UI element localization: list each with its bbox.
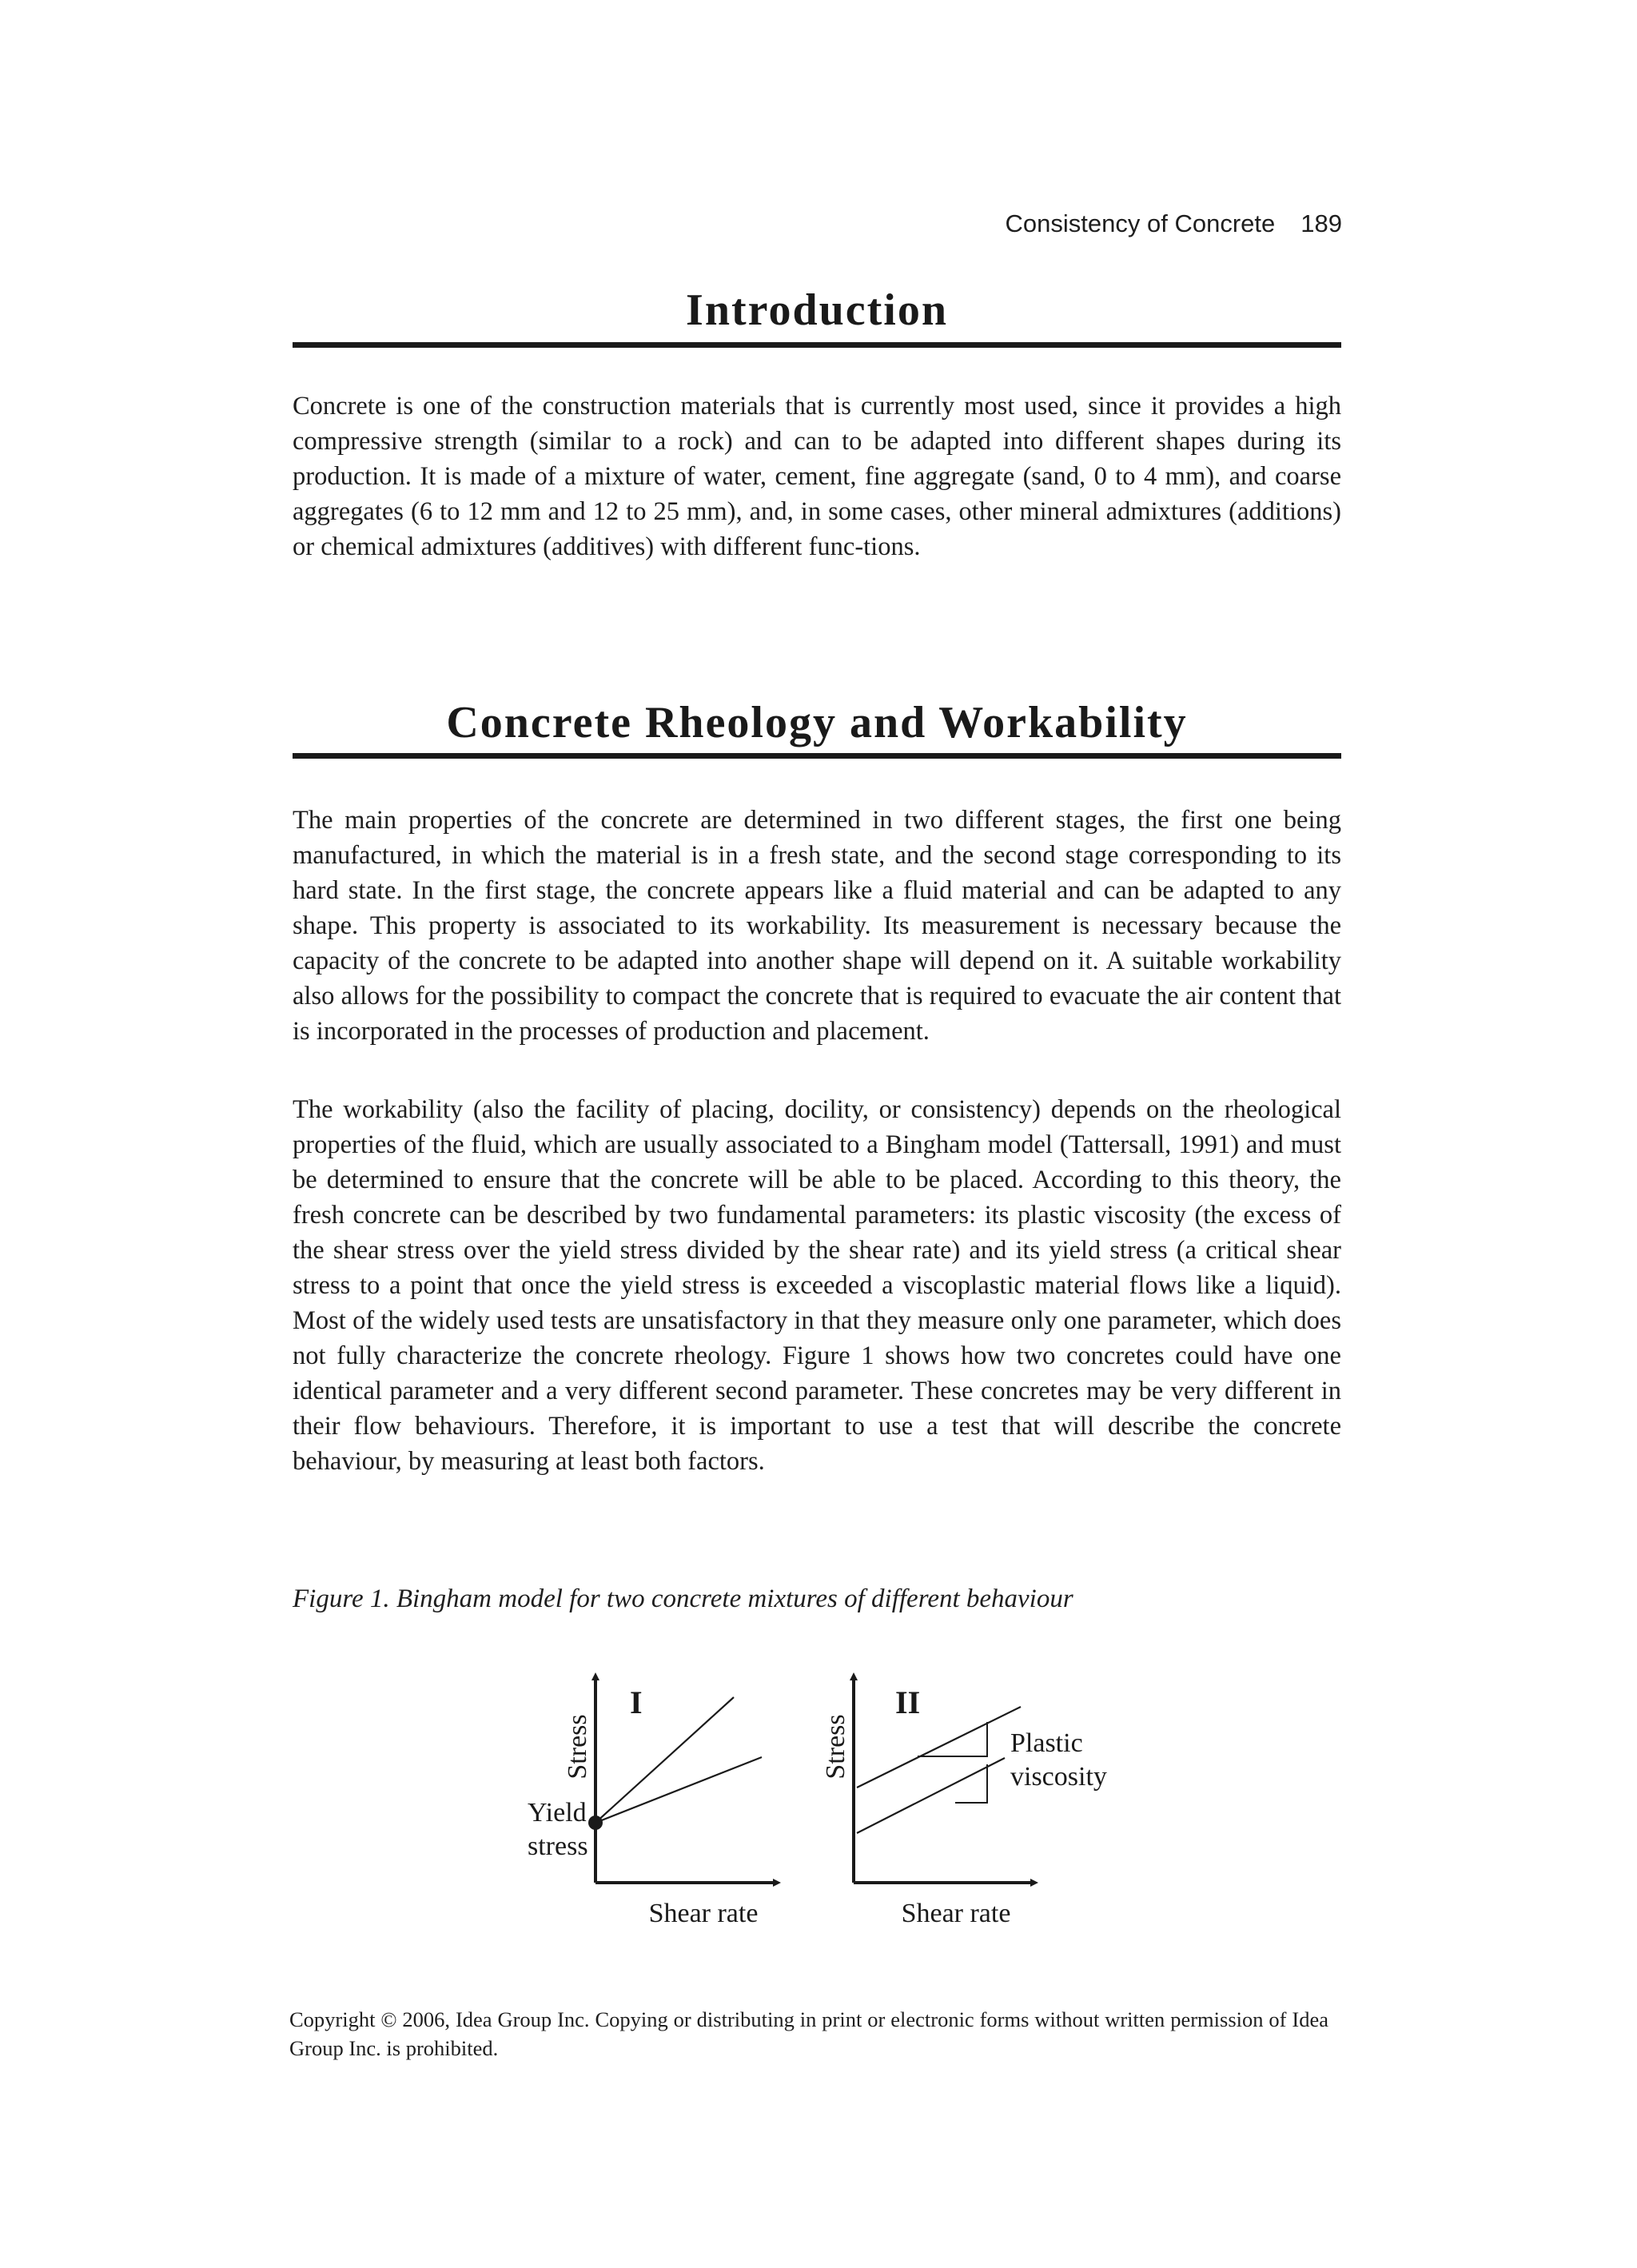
yield-stress-label-line-1: Yield — [528, 1798, 587, 1828]
introduction-paragraph-1: Concrete is one of the construction materials that is currently most used, since it provides a high compressive strength (similar to a rock) and can to be adapted into different shapes during its production. It is made of a mixture of water, cement, fine aggregate (sand, 0 to 4 mm), and coarse aggregates (6 to 12 mm and 12 to 25 mm), and, in some cases, other mineral admixtures (additions) or chemical admixtures (additives) with different func-tions. — [293, 392, 1341, 561]
plastic-viscosity-label-line-2: viscosity — [1010, 1762, 1107, 1792]
panel-1-y-axis-label: Stress — [563, 1714, 592, 1780]
panel-1-label: I — [630, 1684, 643, 1720]
upper-slope-triangle — [918, 1722, 987, 1756]
bingham-diagram — [512, 1659, 1151, 1939]
panel-2-upper-line — [857, 1707, 1021, 1788]
panel-2-label: II — [895, 1684, 921, 1720]
plastic-viscosity-label-line-1: Plastic — [1010, 1728, 1083, 1758]
bingham-figure — [512, 1659, 1151, 1939]
introduction-heading: Introduction — [686, 285, 948, 335]
figure-caption: Figure 1. Bingham model for two concrete mixtures of different behaviour — [293, 1584, 1073, 1613]
panel-1 — [528, 1676, 777, 1928]
copyright-notice: Copyright © 2006, Idea Group Inc. Copying or distributing in print or electronic forms without written permission of Idea Group Inc. is prohibited. — [289, 2007, 1328, 2060]
yield-stress-point — [588, 1816, 603, 1830]
panel-2-y-axis-label: Stress — [821, 1714, 850, 1780]
rheology-paragraph-1: The main properties of the concrete are determined in two different stages, the first one being manufactured, in which the material is in a fresh state, and the second stage corresponding to its hard state. In the first stage, the concrete appears like a fluid material and can be adapted to any shape. This property is associated to its workability. Its measurement is necessary because the capacity of the concrete to be adapted into another shape will depend on it. A suitable workability also allows for the possibility to compact the concrete that is required to evacuate the air content that is incorporated in the processes of production and placement. — [293, 806, 1341, 1046]
running-head-title: Consistency of Concrete — [1005, 209, 1276, 237]
introduction-heading-rule — [293, 342, 1341, 348]
panel-2 — [821, 1676, 1107, 1928]
panel-2-lower-line — [857, 1758, 1005, 1833]
rheology-heading-rule — [293, 753, 1341, 759]
panel-1-shallow-line — [595, 1757, 762, 1823]
page-number: 189 — [1300, 209, 1342, 237]
rheology-heading: Concrete Rheology and Workability — [446, 698, 1188, 747]
panel-2-x-axis-label: Shear rate — [901, 1899, 1011, 1928]
yield-stress-label-line-2: stress — [528, 1832, 588, 1861]
running-head — [1006, 209, 1342, 238]
rheology-paragraph-2: The workability (also the facility of placing, docility, or consistency) depends on the rheological properties of the fluid, which are usually associated to a Bingham model (Tattersall, 1991) and must be determined to ensure that the concrete will be able to be placed. According to this theory, the fresh concrete can be described by two fundamental parameters: its plastic viscosity (the excess of the shear stress over the yield stress divided by the shear rate) and its yield stress (a critical shear stress to a point that once the yield stress is exceeded a viscoplastic material flows like a liquid). Most of the widely used tests are unsatisfactory in that they measure only one parameter, which does not fully characterize the concrete rheology. Figure 1 shows how two concretes could have one identical parameter and a very different second parameter. These concretes may be very different in their flow behaviours. Therefore, it is important to use a test that will describe the concrete behaviour, by measuring at least both factors. — [293, 1095, 1341, 1476]
panel-1-x-axis-label: Shear rate — [648, 1899, 759, 1928]
panel-1-steep-line — [595, 1697, 734, 1823]
